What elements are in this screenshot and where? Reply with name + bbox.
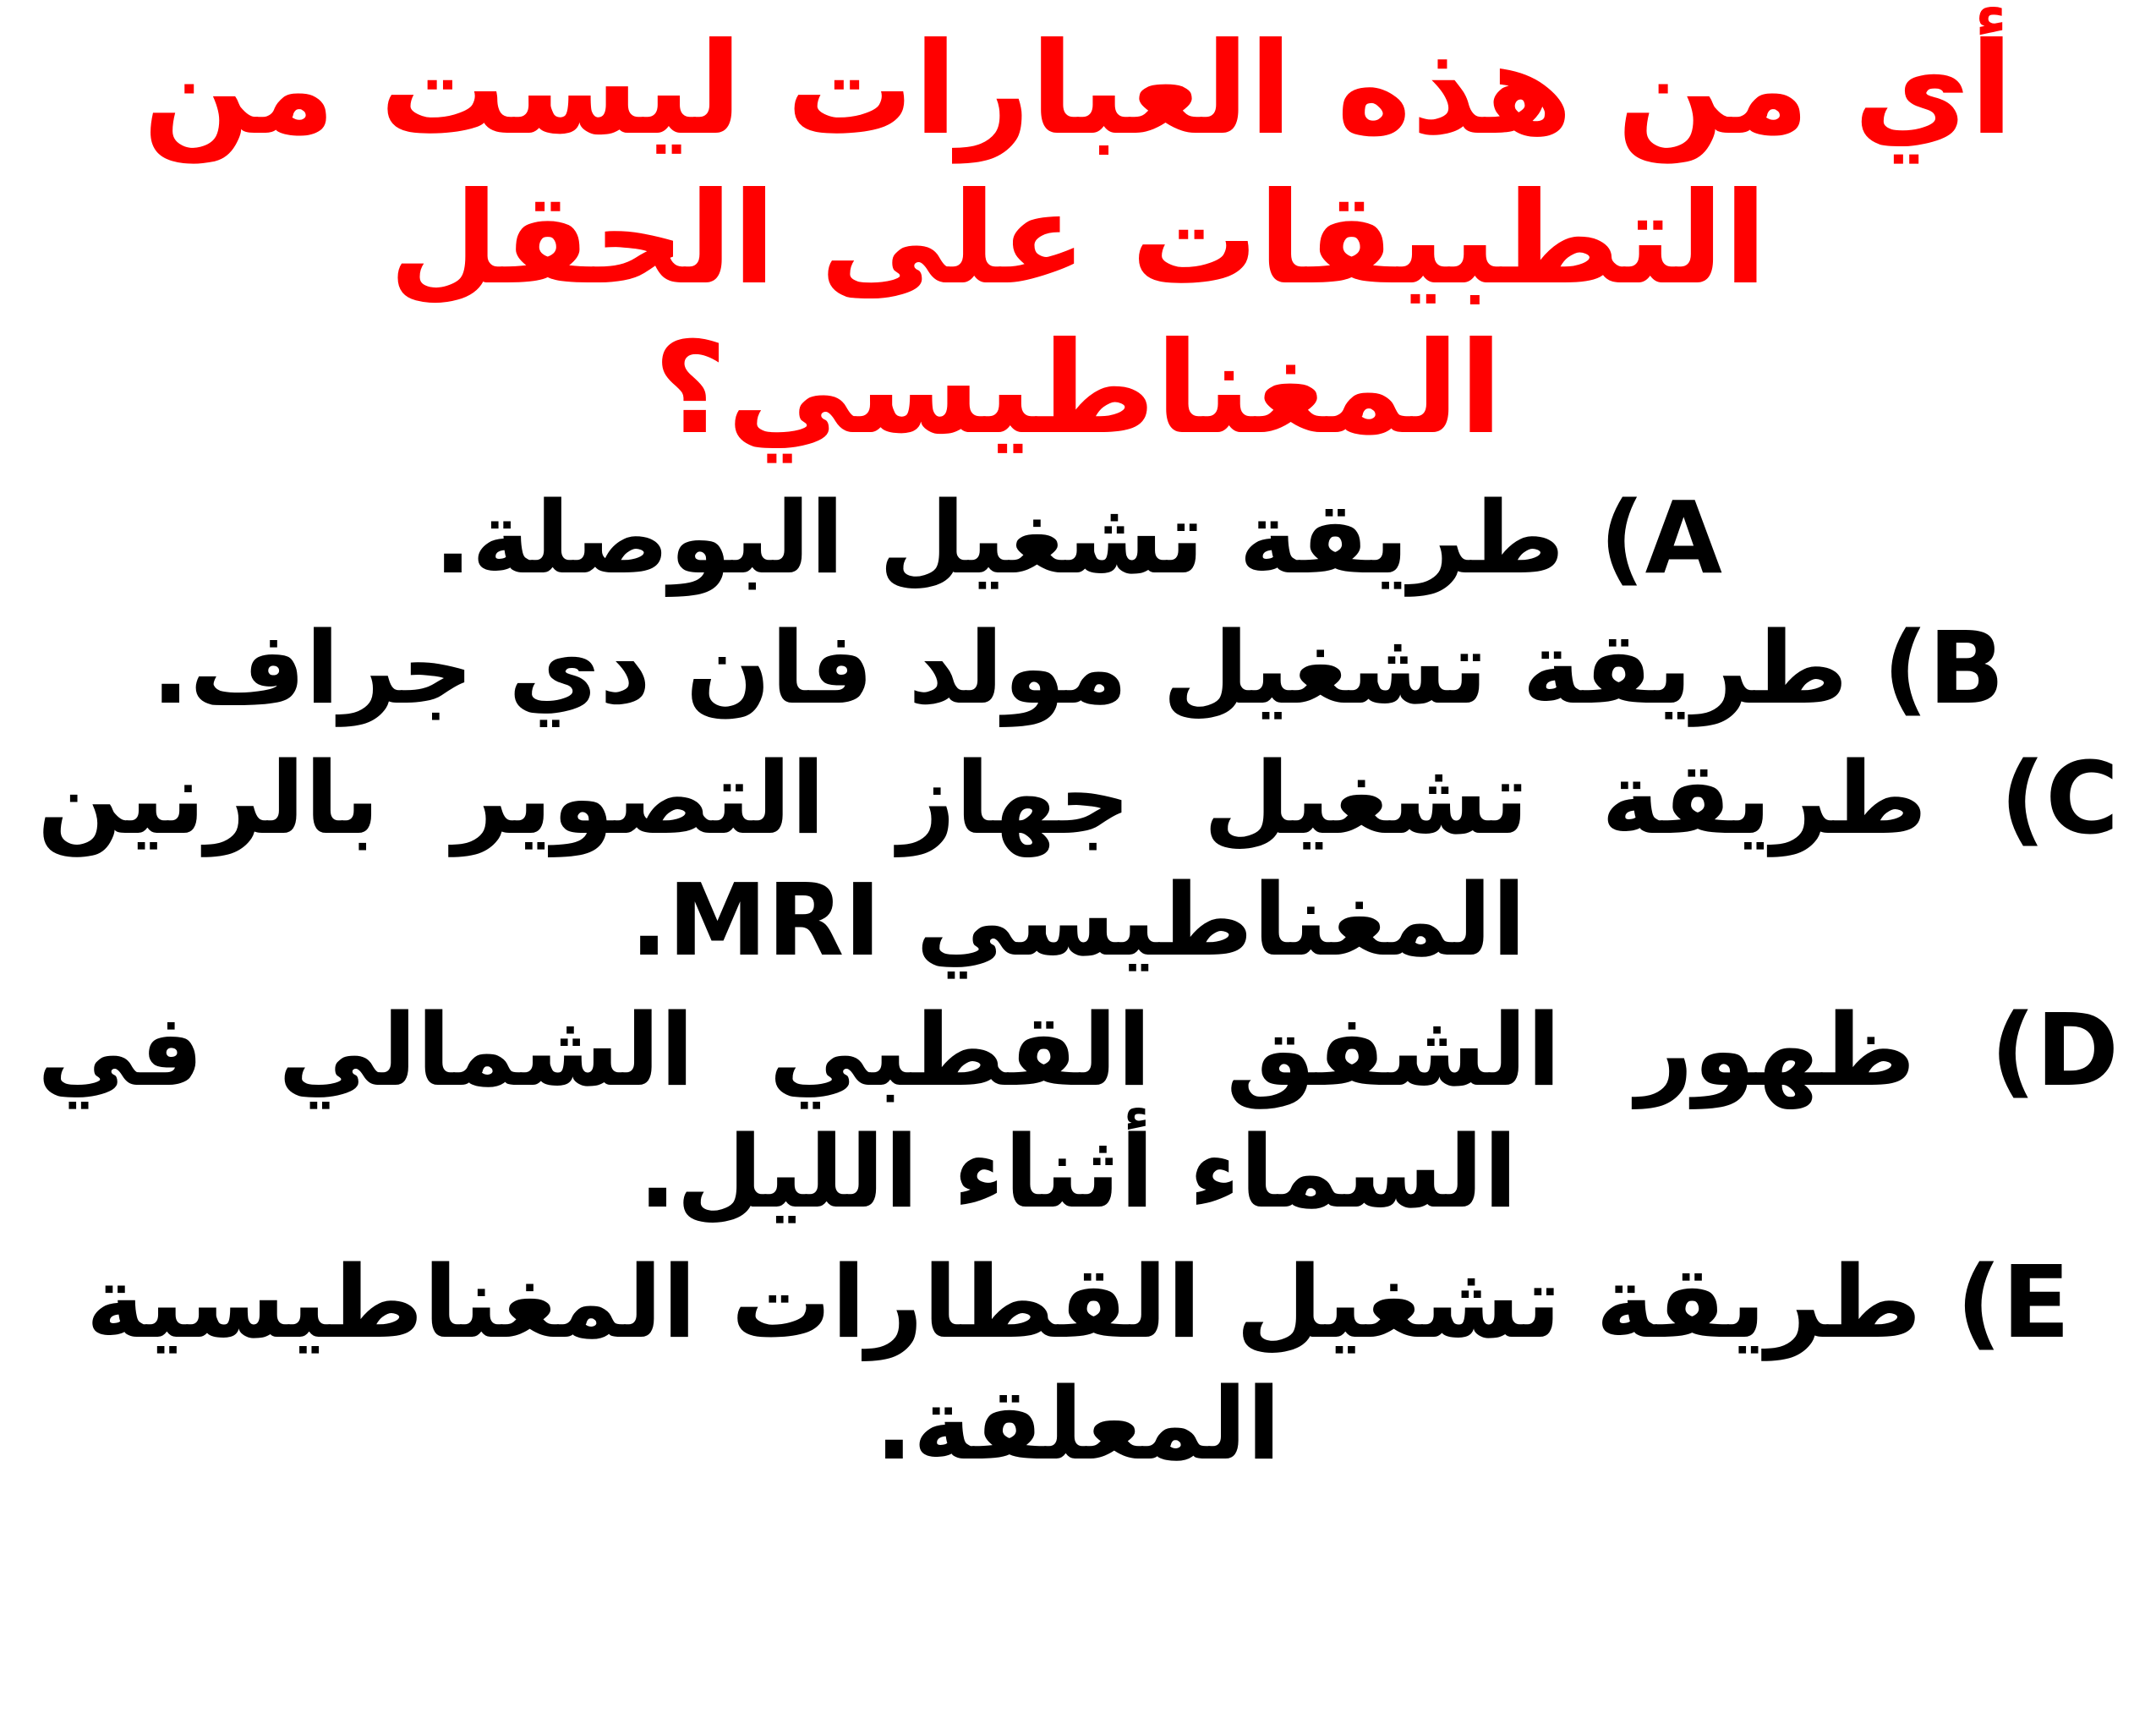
question-text: أي من هذه العبارات ليست من التطبيقات على الحقل المغناطيسي؟ bbox=[142, 16, 2014, 462]
option-a[interactable]: A) طريقة تشغيل البوصلة. bbox=[434, 479, 1722, 596]
option-c[interactable]: C) طريقة تشغيل جهاز التصوير بالرنين المغناطيسي MRI. bbox=[37, 739, 2119, 978]
option-b[interactable]: B) طريقة تشغيل مولد فان دي جراف. bbox=[151, 609, 2005, 726]
option-d[interactable]: D) ظهور الشفق القطبي الشمالي في السماء أثناء الليل. bbox=[37, 991, 2119, 1230]
option-e[interactable]: E) طريقة تشغيل القطارات المغناطيسية المعلقة. bbox=[85, 1243, 2071, 1482]
options-list bbox=[25, 478, 2131, 1486]
